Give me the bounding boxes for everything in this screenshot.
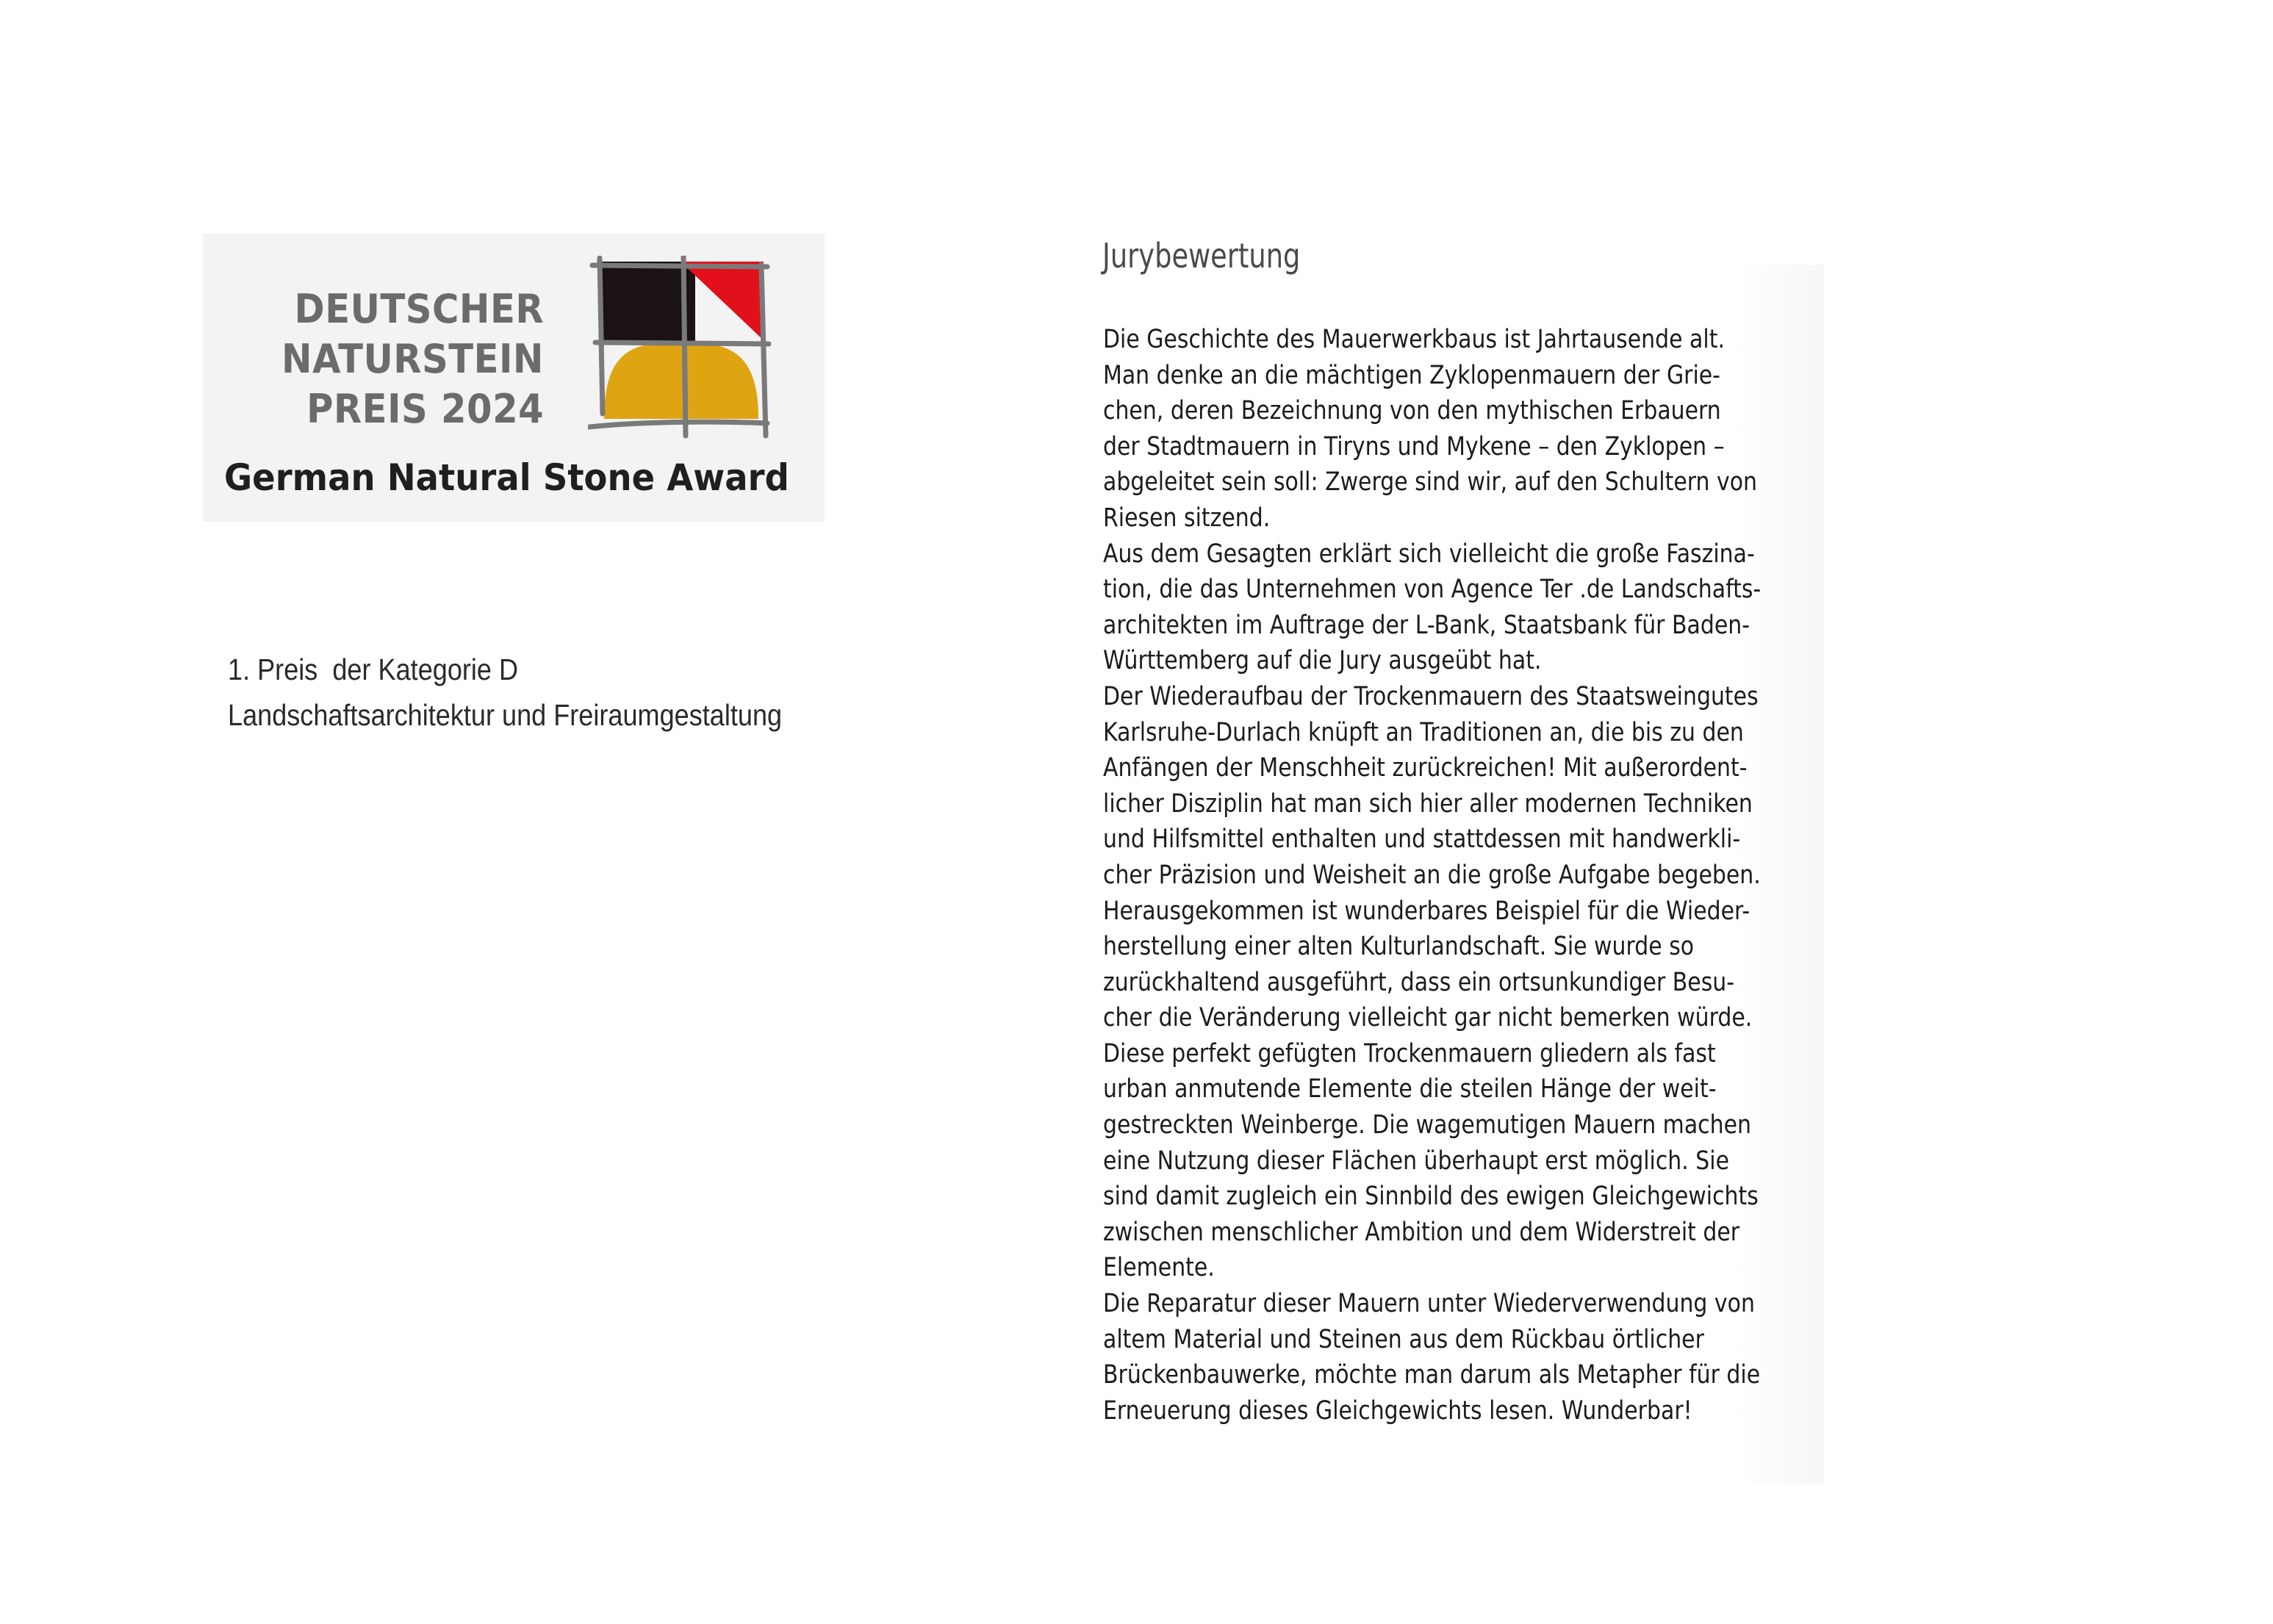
logo-black-square: [600, 262, 695, 341]
jury-text-line: gestreckten Weinberge. Die wagemutigen Mauern machen: [1103, 1110, 1751, 1140]
jury-text-line: Aus dem Gesagten erklärt sich vielleicht die große Faszina-: [1103, 539, 1755, 569]
jury-text-line: cher die Veränderung vielleicht gar nicht bemerken würde.: [1103, 1003, 1753, 1033]
logo-gold-half-circle: [604, 342, 758, 419]
jury-text-line: cher Präzision und Weisheit an die große Aufgabe begeben.: [1103, 860, 1761, 890]
jury-text-line: Die Reparatur dieser Mauern unter Wiederverwendung von: [1103, 1289, 1755, 1319]
award-category: [228, 647, 782, 738]
jury-text-line: urban anmutende Elemente die steilen Hänge der weit-: [1103, 1074, 1717, 1104]
jury-text-line: Württemberg auf die Jury ausgeübt hat.: [1103, 646, 1542, 676]
jury-text-line: und Hilfsmittel enthalten und stattdessen mit handwerkli-: [1103, 824, 1741, 855]
jury-text-line: Elemente.: [1103, 1253, 1215, 1283]
logo-mark-icon: [588, 256, 779, 439]
logo-title-line: DEUTSCHER: [294, 286, 544, 332]
jury-text-line: altem Material und Steinen aus dem Rückbau örtlicher: [1103, 1324, 1704, 1354]
jury-text-line: Der Wiederaufbau der Trockenmauern des Staatsweingutes: [1103, 681, 1759, 711]
jury-text-line: Man denke an die mächtigen Zyklopenmauern der Grie-: [1103, 360, 1720, 390]
logo-subtitle: German Natural Stone Award: [224, 456, 789, 499]
jury-text-line: chen, deren Bezeichnung von den mythischen Erbauern: [1103, 396, 1721, 426]
jury-text-line: abgeleitet sein soll: Zwerge sind wir, auf den Schultern von: [1103, 467, 1757, 497]
logo-grid-line: [589, 422, 767, 427]
award-rank: 1. Preis der Kategorie D: [228, 653, 519, 686]
jury-statement: [1103, 322, 1872, 1429]
logo-grid-line: [683, 256, 686, 436]
award-logo: [203, 234, 825, 522]
logo-title-line: PREIS 2024: [306, 386, 544, 432]
jury-text-line: eine Nutzung dieser Flächen überhaupt erst möglich. Sie: [1103, 1146, 1730, 1176]
jury-text-line: herstellung einer alten Kulturlandschaft. Sie wurde so: [1103, 932, 1695, 962]
jury-text-line: Herausgekommen ist wunderbares Beispiel für die Wieder-: [1103, 896, 1750, 926]
jury-text-line: Die Geschichte des Mauerwerkbaus ist Jahrtausende alt.: [1103, 325, 1725, 354]
jury-text-line: der Stadtmauern in Tiryns und Mykene – den Zyklopen –: [1103, 431, 1725, 461]
jury-text-line: Erneuerung dieses Gleichgewichts lesen. Wunderbar!: [1103, 1395, 1692, 1426]
jury-text-line: Brückenbauwerke, möchte man darum als Metapher für die: [1103, 1360, 1761, 1390]
award-category-name: Landschaftsarchitektur und Freiraumgestaltung: [228, 698, 783, 732]
jury-text-line: Karlsruhe-Durlach knüpft an Traditionen an, die bis zu den: [1103, 717, 1744, 747]
logo-title-line: NATURSTEIN: [281, 336, 544, 382]
jury-text-line: sind damit zugleich ein Sinnbild des ewigen Gleichgewichts: [1103, 1182, 1759, 1212]
jury-text-line: architekten im Auftrage der L-Bank, Staatsbank für Baden-: [1103, 610, 1750, 640]
jury-text-line: licher Disziplin hat man sich hier aller modernen Techniken: [1103, 788, 1753, 819]
jury-text-line: tion, die das Unternehmen von Agence Ter .de Landschafts-: [1103, 575, 1762, 605]
jury-text-line: zurückhaltend ausgeführt, dass ein ortsunkundiger Besu-: [1103, 967, 1735, 997]
jury-text-line: Riesen sitzend.: [1103, 503, 1271, 533]
logo-grid-line: [761, 265, 766, 436]
jury-heading: Jurybewertung: [1102, 236, 1301, 276]
jury-text-line: Diese perfekt gefügten Trockenmauern gliedern als fast: [1103, 1038, 1716, 1068]
jury-text-line: zwischen menschlicher Ambition und dem Widerstreit der: [1103, 1217, 1740, 1247]
logo-grid-line: [600, 258, 603, 414]
jury-text-line: Anfängen der Menschheit zurückreichen! Mit außerordent-: [1103, 753, 1748, 783]
logo-grid-line: [592, 265, 767, 267]
